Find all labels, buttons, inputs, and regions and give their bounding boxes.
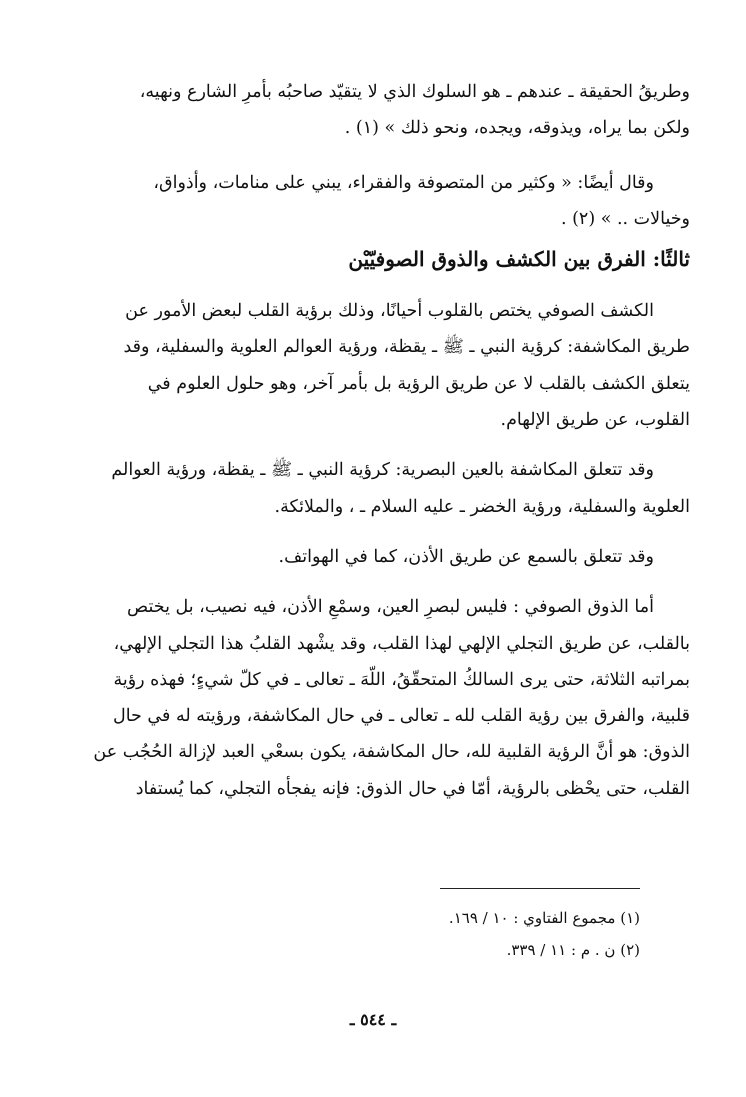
text-line: وطريقُ الحقيقة ـ عندهم ـ هو السلوك الذي لا يتقيّد صاحبُه بأمرِ الشارع ونهيه، [139,82,690,102]
text-line: طريق المكاشفة: كرؤية النبي ـ ﷺ ـ يقظة، ورؤية العوالم العلوية والسفلية، وقد [123,337,690,358]
text-line: وقال أيضًا: « وكثير من المتصوفة والفقراء، يبني على منامات، وأذواق، [153,172,654,193]
text-line: ولكن بما يراه، ويذوقه، ويجده، ونحو ذلك » (١) . [344,118,690,139]
footnote-divider [440,888,640,889]
footnote: (١) مجموع الفتاوي : ١٠ / ١٦٩. [448,909,640,927]
footnotes [62,902,640,966]
footnote: (٢) ن . م : ١١ / ٣٣٩. [506,941,640,959]
paragraph-4 [62,452,690,525]
text-line: بالقلب، عن طريق التجلي الإلهي لهذا القلب، وقد يشْهد القلبُ هذا التجلي الإلهي، [113,633,690,654]
text-line: القلوب، عن طريق الإلهام. [500,410,690,431]
text-line: بمراتبه الثلاثة، حتى يرى السالكُ المتحقّقُ، اللّهَ ـ تعالى ـ في كلّ شيءٍ؛ فهذه رؤية [113,669,690,690]
paragraph-3 [62,293,690,438]
paragraph-6 [62,589,690,807]
text-line: وخيالات .. » (٢) . [560,208,690,229]
text-line: وقد تتعلق المكاشفة بالعين البصرية: كرؤية النبي ـ ﷺ ـ يقظة، ورؤية العوالم [111,460,654,481]
text-line: قلبية، والفرق بين رؤية القلب لله ـ تعالى ـ في حال المكاشفة، ورؤيته له في حال [113,706,690,727]
paragraph-2 [62,165,690,238]
paragraph-5 [62,539,690,575]
paragraph-1 [62,74,690,147]
text-line: أما الذوق الصوفي : فليس لبصرِ العين، وسمْعِ الأذن، فيه نصيب، بل يختص [127,597,654,618]
section-heading: ثالثًا: الفرق بين الكشف والذوق الصوفيّيْن [348,247,690,272]
text-line: الذوق: هو أنَّ الرؤية القلبية لله، حال المكاشفة، يكون بسعْي العبد لإزالة الحُجُب عن [93,742,690,763]
text-line: العلوية والسفلية، ورؤية الخضر ـ عليه السلام ـ ، والملائكة. [274,496,690,517]
text-line: القلب، حتى يحْظى بالرؤية، أمّا في حال الذوق: فإنه يفجأه التجلي، كما يُستفاد [135,778,690,799]
text-line: يتعلق الكشف بالقلب لا عن طريق الرؤية بل بأمر آخر، وهو حلول العلوم في [147,373,690,394]
main-text [62,74,690,807]
page-number: ـ ٥٤٤ ـ [349,1010,397,1029]
text-line: وقد تتعلق بالسمع عن طريق الأذن، كما في الهواتف. [278,546,654,567]
text-line: الكشف الصوفي يختص بالقلوب أحيانًا، وذلك برؤية القلب لبعض الأمور عن [125,301,654,322]
